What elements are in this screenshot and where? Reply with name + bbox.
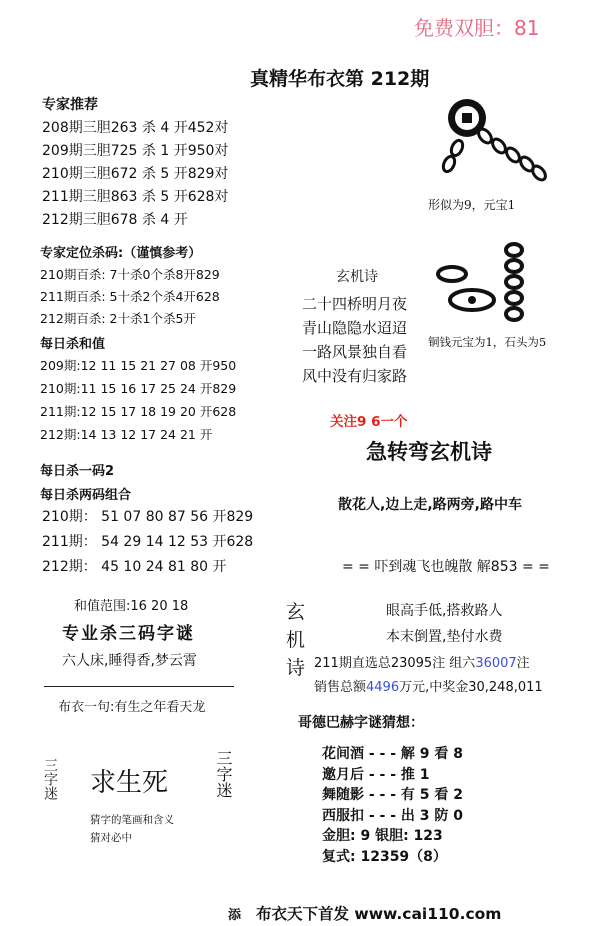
image-caption-1: 形似为9，元宝1 [428, 198, 516, 212]
goldbach-row: 邀月后 - - - 推 1 [322, 766, 430, 783]
position-kill-row: 210期百杀: 7十杀0个杀8开829 [40, 267, 220, 282]
money-stones-image [432, 238, 542, 330]
two-combo-list [42, 505, 253, 580]
buyi-line: 布衣一句:有生之年看天龙 [58, 700, 206, 715]
focus-line1: 散花人,边上走,路两旁,路中车 [338, 497, 522, 513]
expert-row: 208期三胆263 杀 4 开452对 [42, 120, 229, 136]
expert-row: 211期三胆863 杀 5 开628对 [42, 189, 229, 205]
goldbach-row: 舞随影 - - - 有 5 看 2 [322, 787, 464, 803]
three-word-left-text: 三字迷 [42, 758, 58, 800]
image-caption-2: 铜钱元宝为1，石头为5 [428, 335, 547, 349]
daily-one-heading: 每日杀一码2 [40, 464, 115, 479]
three-word-left-label [42, 758, 58, 800]
position-kill-row: 211期百杀: 5十杀2个杀4开628 [40, 289, 220, 304]
position-kill-heading: 专家定位杀码:（谨慎参考） [40, 246, 202, 261]
sales-line1 [314, 652, 530, 671]
xuanji2-line1: 眼高手低,搭救路人 [386, 603, 503, 619]
xuanji2-label-char: 玄 [286, 601, 306, 623]
three-word-note2: 猜对必中 [90, 832, 132, 844]
sales-line2-pre: 销售总额 [314, 680, 367, 695]
footer-text: 布衣天下首发 www.cai110.com [256, 905, 502, 923]
sum-range: 和值范围:16 20 18 [74, 599, 189, 614]
three-word-right-label [214, 750, 232, 798]
sales-line1-post: 注 [516, 656, 530, 671]
free-double-title: 免费双胆：81 [414, 16, 540, 40]
poem-line: 一路风景独自看 [302, 343, 408, 361]
expert-list [42, 117, 228, 232]
page-title: 真精华布衣第 212期 [250, 68, 430, 90]
sum-value-row: 211期:12 15 17 18 19 20 开628 [40, 404, 237, 419]
xuanji2-label-char: 诗 [286, 657, 306, 679]
two-combo-row: 211期： 54 29 14 12 53 开628 [42, 534, 254, 550]
focus-title: 急转弯玄机诗 [366, 440, 492, 464]
goldbach-row: 西服扣 - - - 出 3 防 0 [322, 807, 464, 824]
goldbach-heading: 哥德巴赫字谜猜想： [298, 715, 424, 731]
position-kill-row: 212期百杀: 2十杀1个杀5开 [40, 311, 196, 326]
coin-chain-image [435, 92, 555, 192]
poem-line: 青山隐隐水迢迢 [302, 319, 408, 337]
xuanji2-label [286, 598, 305, 682]
focus-line2: = = 吓到魂飞也魄散 解853 = = [342, 559, 550, 575]
xuanji2-label-char: 机 [286, 629, 306, 651]
focus-note: 关注9 6一个 [330, 414, 408, 430]
xuanji-poem-heading: 玄机诗 [336, 269, 378, 285]
poem-line: 风中没有归家路 [302, 367, 408, 385]
goldbach-row: 复式: 12359（8） [322, 848, 447, 865]
sales-line1-pre: 211期直选总23095注 组六 [314, 656, 476, 671]
xuanji-poem-lines [302, 292, 407, 388]
footer-mark: 添 [228, 908, 242, 923]
sum-value-row: 209期:12 11 15 21 27 08 开950 [40, 358, 237, 373]
sum-value-row: 210期:11 15 16 17 25 24 开829 [40, 381, 237, 396]
sum-value-heading: 每日杀和值 [40, 337, 106, 352]
riddle3-text: 六人床,睡得香,梦云霄 [62, 653, 197, 669]
sales-line2-post: 万元,中奖金30,248,011 [399, 680, 543, 695]
goldbach-row: 花间酒 - - - 解 9 看 8 [322, 746, 464, 762]
expert-heading: 专家推荐 [42, 97, 98, 113]
sales-line1-highlight: 36007 [475, 656, 517, 671]
goldbach-list [322, 744, 463, 867]
three-word-note1: 猜字的笔画和含义 [90, 814, 174, 826]
two-combo-row: 210期： 51 07 80 87 56 开829 [42, 509, 254, 525]
divider [44, 686, 234, 687]
two-combo-heading: 每日杀两码组合 [40, 488, 132, 503]
expert-row: 209期三胆725 杀 1 开950对 [42, 143, 229, 159]
goldbach-row: 金胆: 9 银胆: 123 [322, 828, 443, 844]
sales-line2 [314, 676, 543, 695]
expert-row: 210期三胆672 杀 5 开829对 [42, 166, 229, 182]
sales-line2-highlight: 4496 [366, 680, 400, 695]
position-kill-list [40, 264, 220, 330]
three-word-right-text: 三字迷 [214, 750, 233, 798]
expert-row: 212期三胆678 杀 4 开 [42, 212, 188, 228]
poem-line: 二十四桥明月夜 [302, 295, 408, 313]
two-combo-row: 212期： 45 10 24 81 80 开 [42, 559, 227, 575]
xuanji2-line2: 本末倒置,垫付水费 [386, 629, 503, 645]
sum-value-row: 212期:14 13 12 17 24 21 开 [40, 427, 213, 442]
three-word-center: 求生死 [90, 768, 169, 798]
sum-value-list [40, 354, 236, 446]
riddle3-title: 专业杀三码字谜 [62, 624, 195, 644]
